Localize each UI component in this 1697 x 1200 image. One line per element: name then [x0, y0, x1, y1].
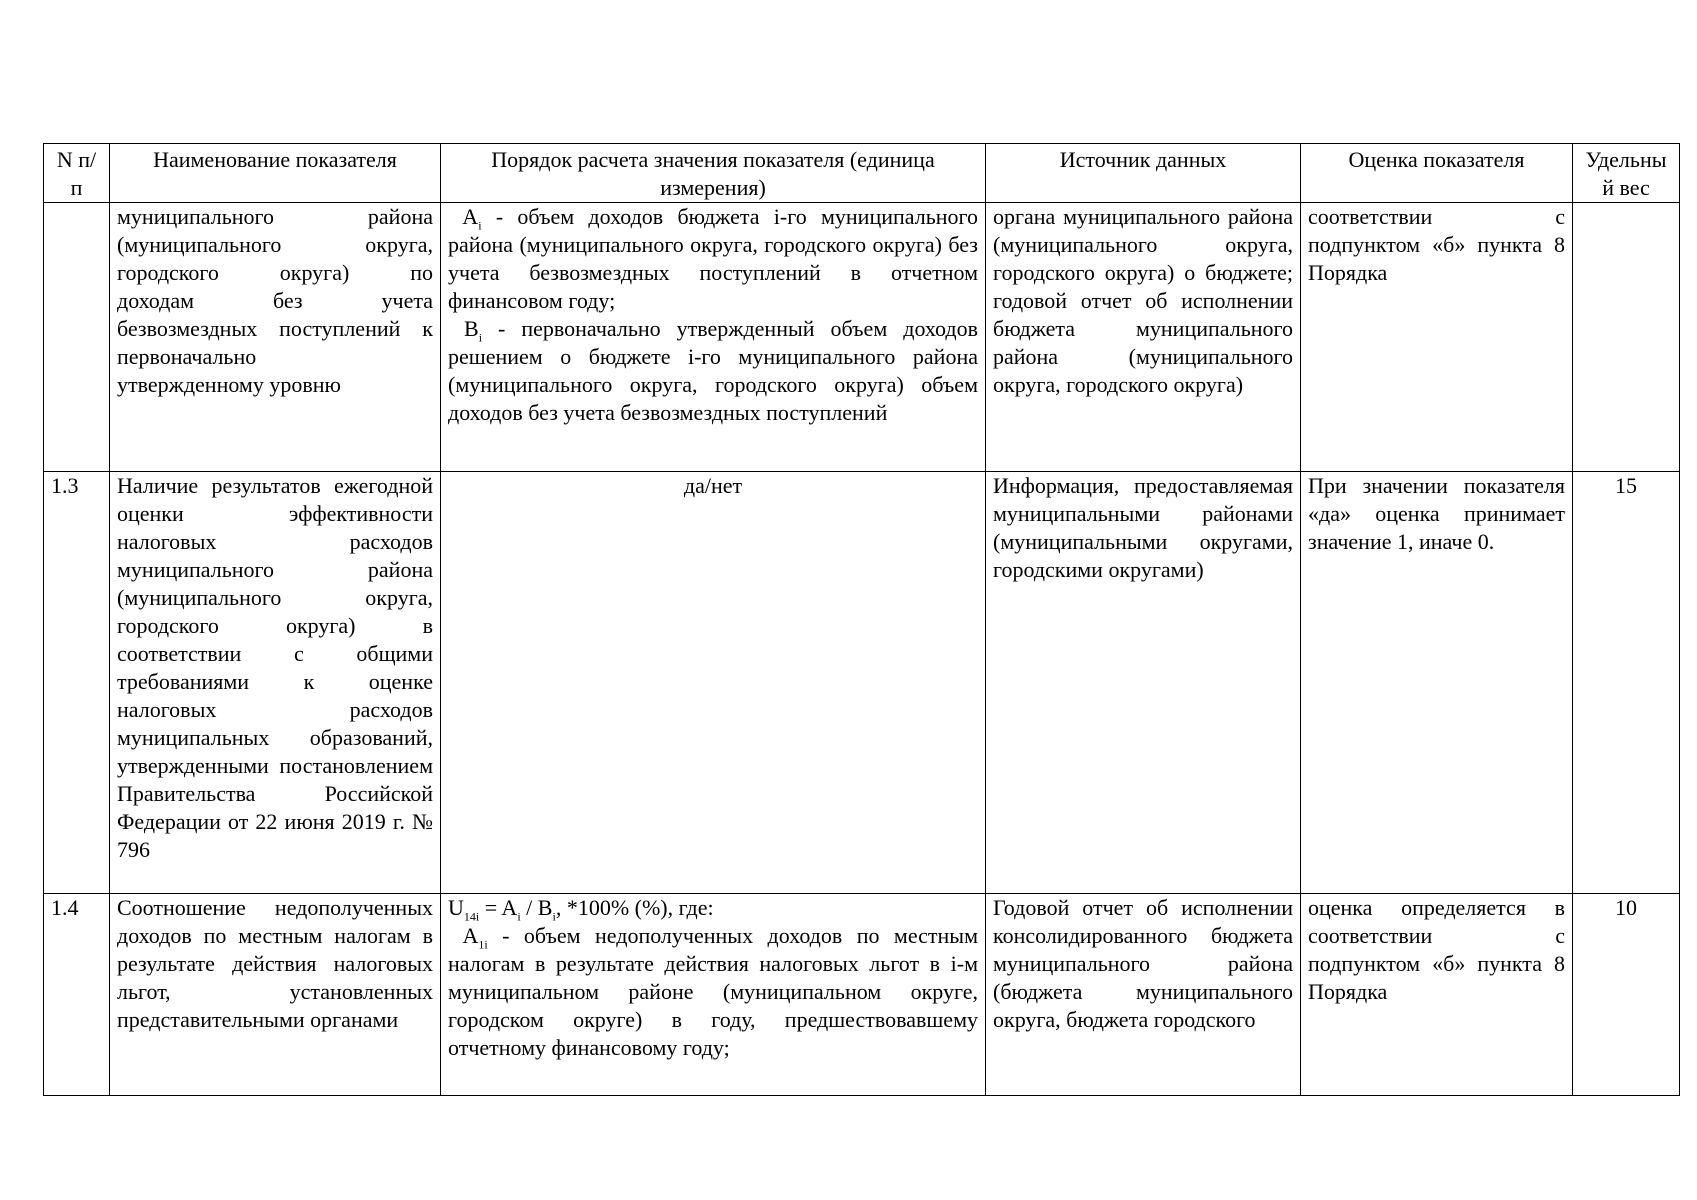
var-b-sub: i: [478, 330, 483, 345]
calc-a-definition: [448, 203, 978, 315]
rating-text: оценка определяется в соответствии с подпунктом «б» пункта 8 Порядка: [1308, 895, 1565, 1004]
table-row: [44, 203, 1680, 472]
source-text: органа муниципального района (муниципального округа, городского округа) о бюджете; годовой отчет об исполнении бюджета муниципального района (муниципального округа, городского округа): [993, 204, 1293, 397]
var-a: A: [462, 204, 479, 229]
formula-end: , *100% (%), где:: [555, 895, 714, 920]
calc-b-definition: [448, 315, 978, 427]
row-rating: [1301, 894, 1573, 1096]
formula-b-sub: i: [552, 909, 556, 924]
table-row: [44, 472, 1680, 894]
row-rating: [1301, 203, 1573, 472]
formula-u: U: [448, 895, 464, 920]
header-rating: Оценка показателя: [1301, 144, 1573, 203]
row-name-line: безвозмездных поступлений к: [117, 316, 433, 341]
header-calc: Порядок расчета значения показателя (единица измерения): [441, 144, 986, 203]
indicators-table: [43, 143, 1680, 1096]
row-num: 1.3: [44, 472, 110, 894]
row-calc: [441, 894, 986, 1096]
var-a: A: [462, 923, 479, 948]
formula-a-sub: i: [517, 909, 521, 924]
row-calc: [441, 203, 986, 472]
calc-b-text: - первоначально утвержденный объем доходов решением о бюджете i-го муниципального района (муниципального округа, городского округа) объем доходов без учета безвозмездных поступлений: [448, 316, 978, 425]
source-text: Информация, предоставляемая муниципальными районами (муниципальными округами, городскими округами): [993, 473, 1293, 582]
row-name-line: доходам без учета: [117, 288, 433, 313]
header-weight: Удельный вес: [1573, 144, 1680, 203]
row-name-line: муниципального района: [117, 204, 433, 229]
row-name-line: утвержденному уровню: [117, 372, 341, 397]
rating-text: При значении показателя «да» оценка принимает значение 1, иначе 0.: [1308, 473, 1565, 554]
var-a-sub: 1i: [478, 937, 488, 952]
row-weight: 10: [1573, 894, 1680, 1096]
formula-div: / B: [520, 895, 553, 920]
row-name: [110, 472, 441, 894]
row-name-line: городского округа) по: [117, 260, 433, 285]
formula-u-sub: 14i: [463, 909, 480, 924]
var-b: B: [464, 316, 479, 341]
row-rating: [1301, 472, 1573, 894]
row-num: 1.4: [44, 894, 110, 1096]
row-name-line: первоначально: [117, 344, 257, 369]
formula-eq: = A: [479, 895, 518, 920]
row-name: [110, 203, 441, 472]
rating-text: соответствии с подпунктом «б» пункта 8 Порядка: [1308, 204, 1565, 285]
table-row: [44, 894, 1680, 1096]
header-num: N п/п: [44, 144, 110, 203]
header-source: Источник данных: [986, 144, 1301, 203]
var-a-sub: i: [478, 218, 482, 233]
row-source: [986, 894, 1301, 1096]
row-calc: да/нет: [441, 472, 986, 894]
row-weight: [1573, 203, 1680, 472]
row-weight: 15: [1573, 472, 1680, 894]
calc-a-definition: [448, 922, 978, 1062]
row-source: [986, 203, 1301, 472]
name-text: Наличие результатов ежегодной оценки эффективности налоговых расходов муниципального района (муниципального округа, городского округа) в соответствии с общими требованиями к оценке налоговых расходов муниципальных образований, утвержденными постановлением Правительства Российской Федерации от 22 июня 2019 г. № 796: [117, 473, 433, 862]
name-text: Соотношение недополученных доходов по местным налогам в результате действия налоговых льгот, установленных представительными органами: [117, 895, 433, 1032]
source-text: Годовой отчет об исполнении консолидированного бюджета муниципального района (бюджета муниципального округа, бюджета городского: [993, 895, 1293, 1032]
row-num: [44, 203, 110, 472]
calc-a-text: - объем доходов бюджета i-го муниципального района (муниципального округа, городского округа) без учета безвозмездных поступлений в отчетном финансовом году;: [448, 204, 978, 313]
table-header-row: [44, 144, 1680, 203]
calc-a-text: - объем недополученных доходов по местным налогам в результате действия налоговых льгот в i-м муниципальном районе (муниципальном округе, городском округе) в году, предшествовавшему отчетному финансовому году;: [448, 923, 978, 1060]
row-source: [986, 472, 1301, 894]
calc-formula: [448, 894, 978, 922]
header-name: Наименование показателя: [110, 144, 441, 203]
row-name-line: (муниципального округа,: [117, 232, 433, 257]
row-name: [110, 894, 441, 1096]
